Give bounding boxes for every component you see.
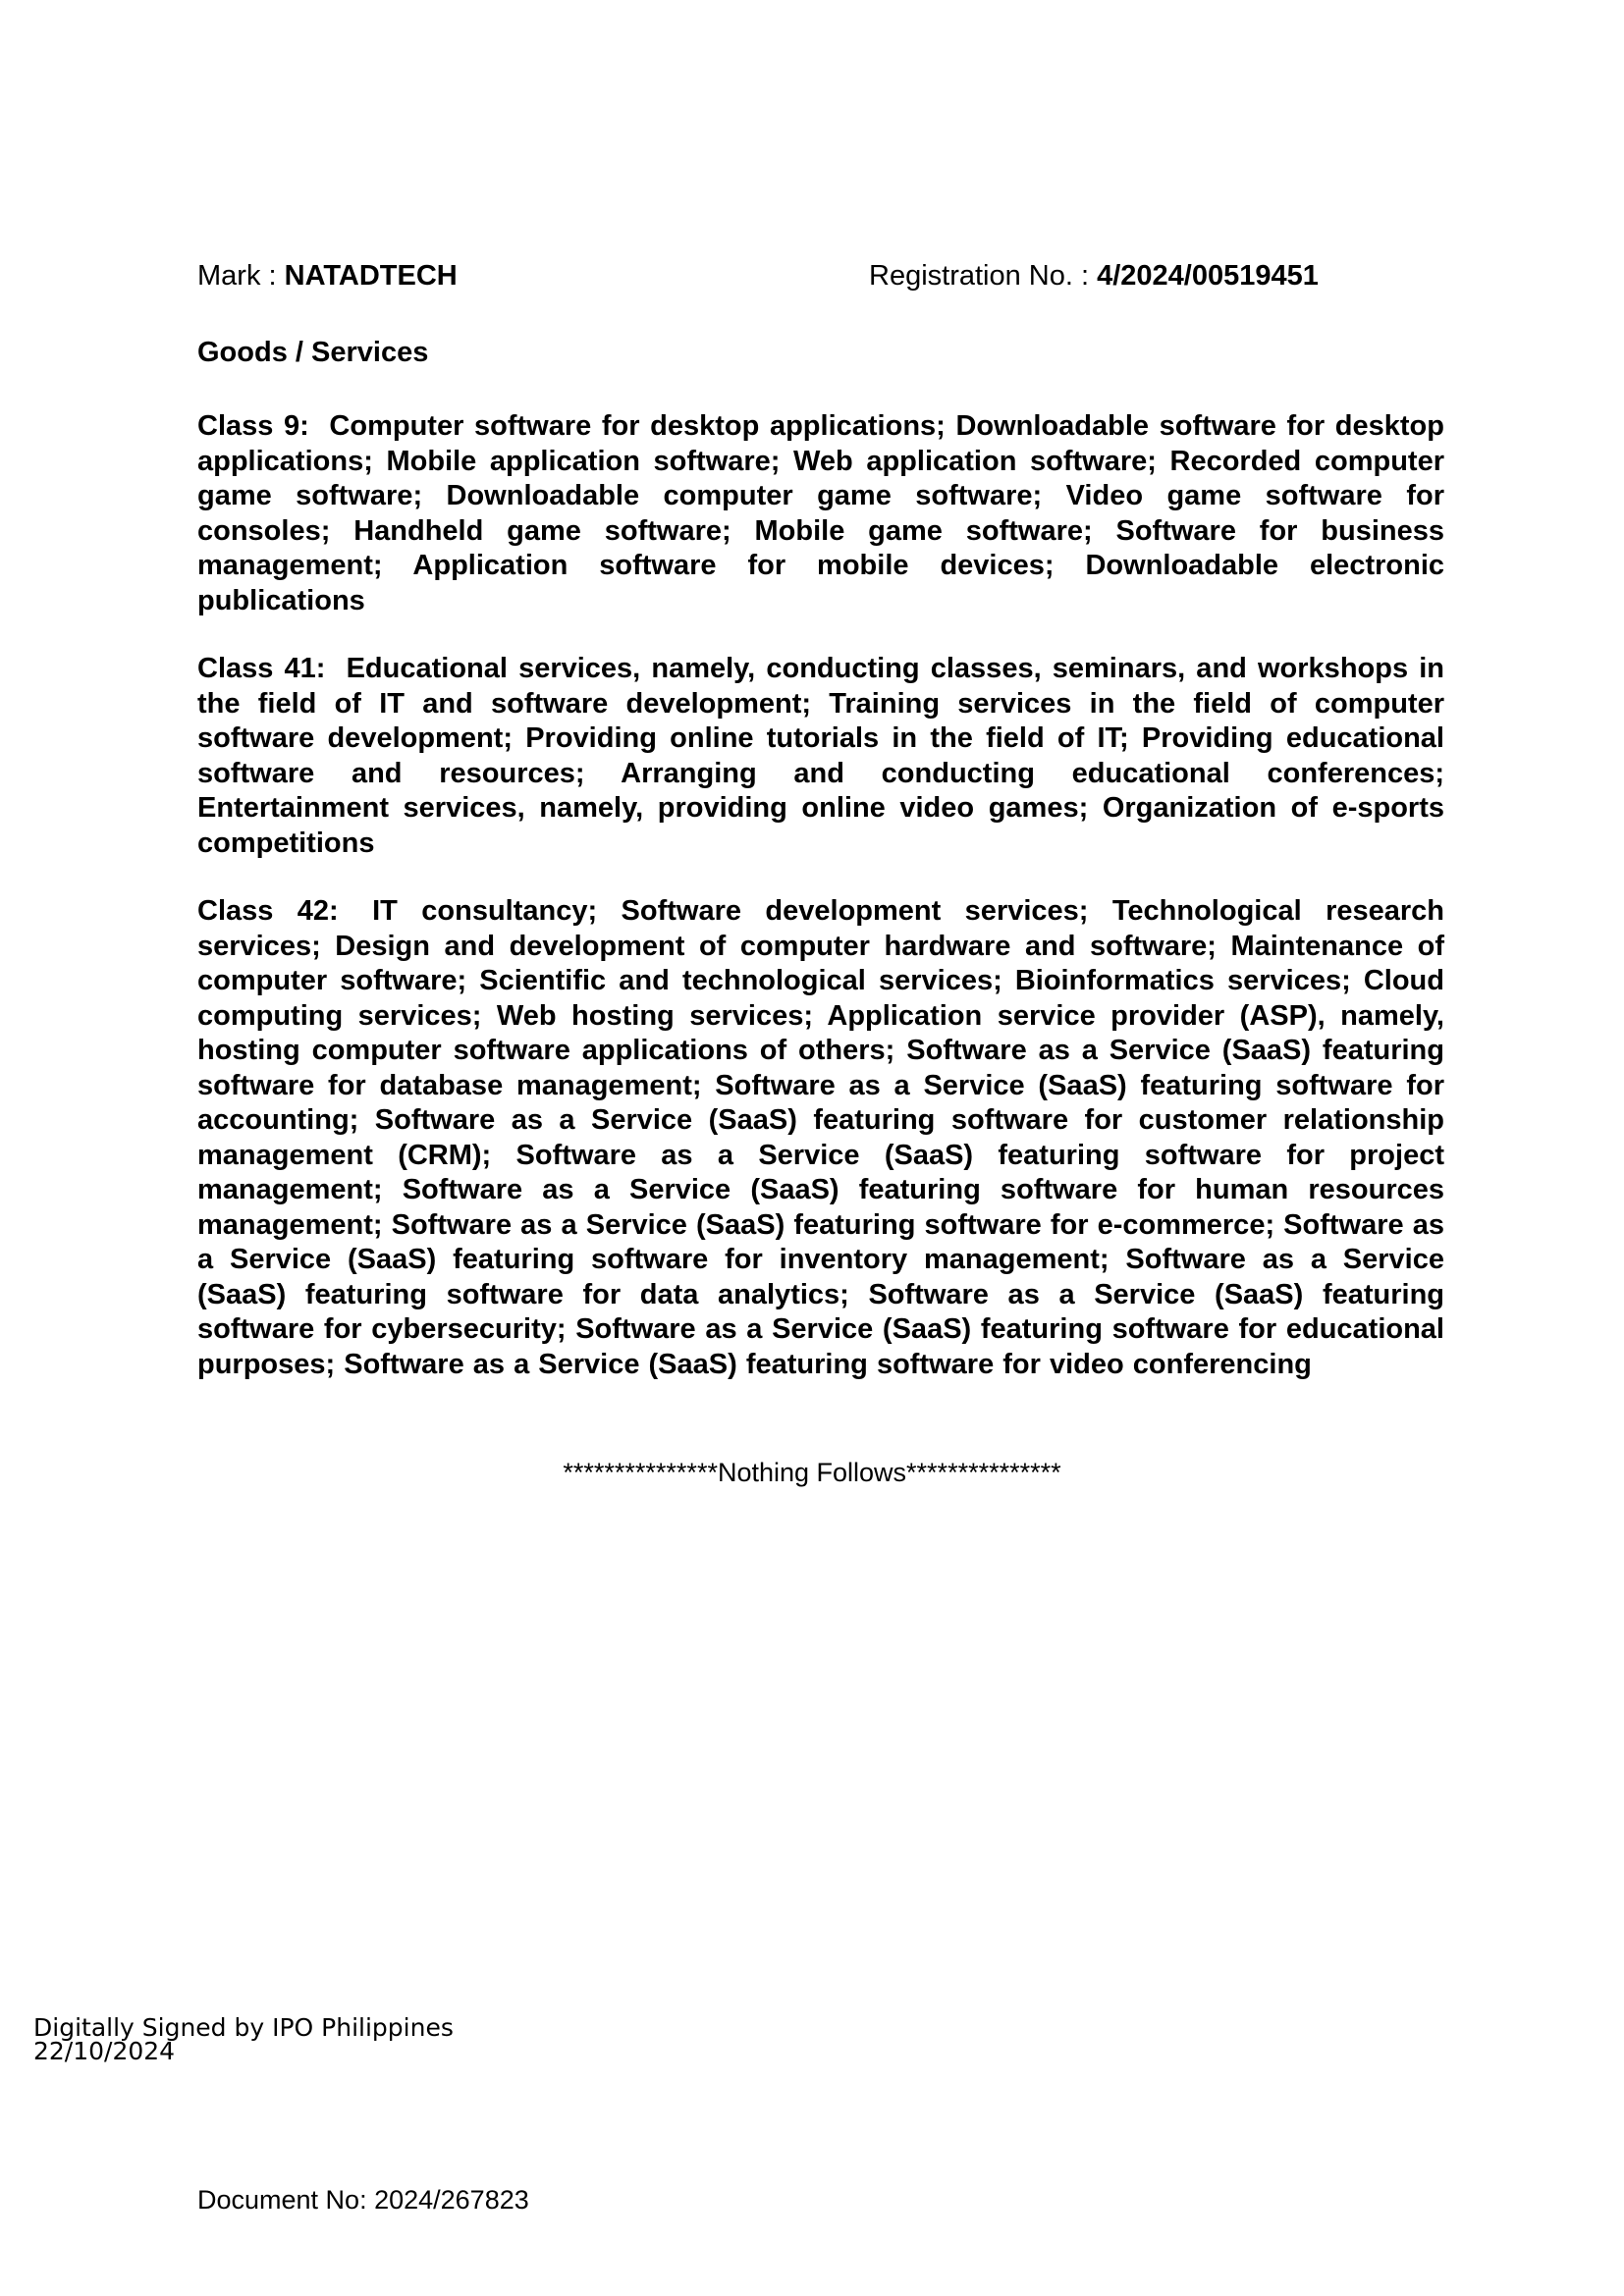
class-41-text: Educational services, namely, conducting classes, seminars, and workshops in the field of IT and software development; Training services in the field of computer software development; Providing online tutorials in the field of IT; Providing educational software and resources; Arranging and conducting educational conferences; Entertainment services, namely, providing online video games; Organization of e-sports competitions — [197, 653, 1444, 859]
nothing-follows-line: ***************Nothing Follows*************** — [563, 1458, 1061, 1487]
mark-value: NATADTECH — [284, 260, 458, 292]
document-number: Document No: 2024/267823 — [197, 2185, 529, 2215]
mark-label: Mark : — [197, 260, 277, 292]
digital-signature — [33, 2013, 454, 2065]
class-9-label: Class 9: — [197, 410, 309, 442]
registration-label: Registration No. : — [869, 260, 1090, 292]
class-9-text: Computer software for desktop applications; Downloadable software for desktop applications; Mobile application software; Web application software; Recorded computer game software; Downloadable computer game software; Video game software for consoles; Handheld game software; Mobile game software; Software for business management; Application software for mobile devices; Downloadable electronic publications — [197, 410, 1444, 616]
mark-field — [197, 257, 458, 294]
class-42-paragraph — [197, 894, 1444, 1382]
goods-services-heading: Goods / Services — [197, 337, 429, 368]
class-42-text: IT consultancy; Software development services; Technological research services; Design and development of computer hardware and software; Maintenance of computer software; Scientific and technological services; Bioinformatics services; Cloud computing services; Web hosting services; Application service provider (ASP), namely, hosting computer software applications of others; Software as a Service (SaaS) featuring software for database management; Software as a Service (SaaS) featuring software for accounting; Software as a Service (SaaS) featuring software for customer relationship management (CRM); Software as a Service (SaaS) featuring software for project management; Software as a Service (SaaS) featuring software for human resources management; Software as a Service (SaaS) featuring software for e-commerce; Software as a Service (SaaS) featuring software for inventory management; Software as a Service (SaaS) featuring software for data analytics; Software as a Service (SaaS) featuring software for cybersecurity; Software as a Service (SaaS) featuring software for educational purposes; Software as a Service (SaaS) featuring software for video conferencing — [197, 895, 1444, 1380]
class-9-paragraph — [197, 409, 1444, 618]
signature-date: 22/10/2024 — [33, 2037, 176, 2065]
classes-list — [197, 409, 1444, 1415]
class-41-label: Class 41: — [197, 653, 326, 684]
class-42-label: Class 42: — [197, 895, 339, 927]
class-41-paragraph — [197, 652, 1444, 861]
document-header — [197, 257, 1444, 296]
registration-field — [869, 257, 1319, 294]
signature-line: Digitally Signed by IPO Philippines — [33, 2013, 454, 2042]
registration-value: 4/2024/00519451 — [1097, 260, 1319, 292]
